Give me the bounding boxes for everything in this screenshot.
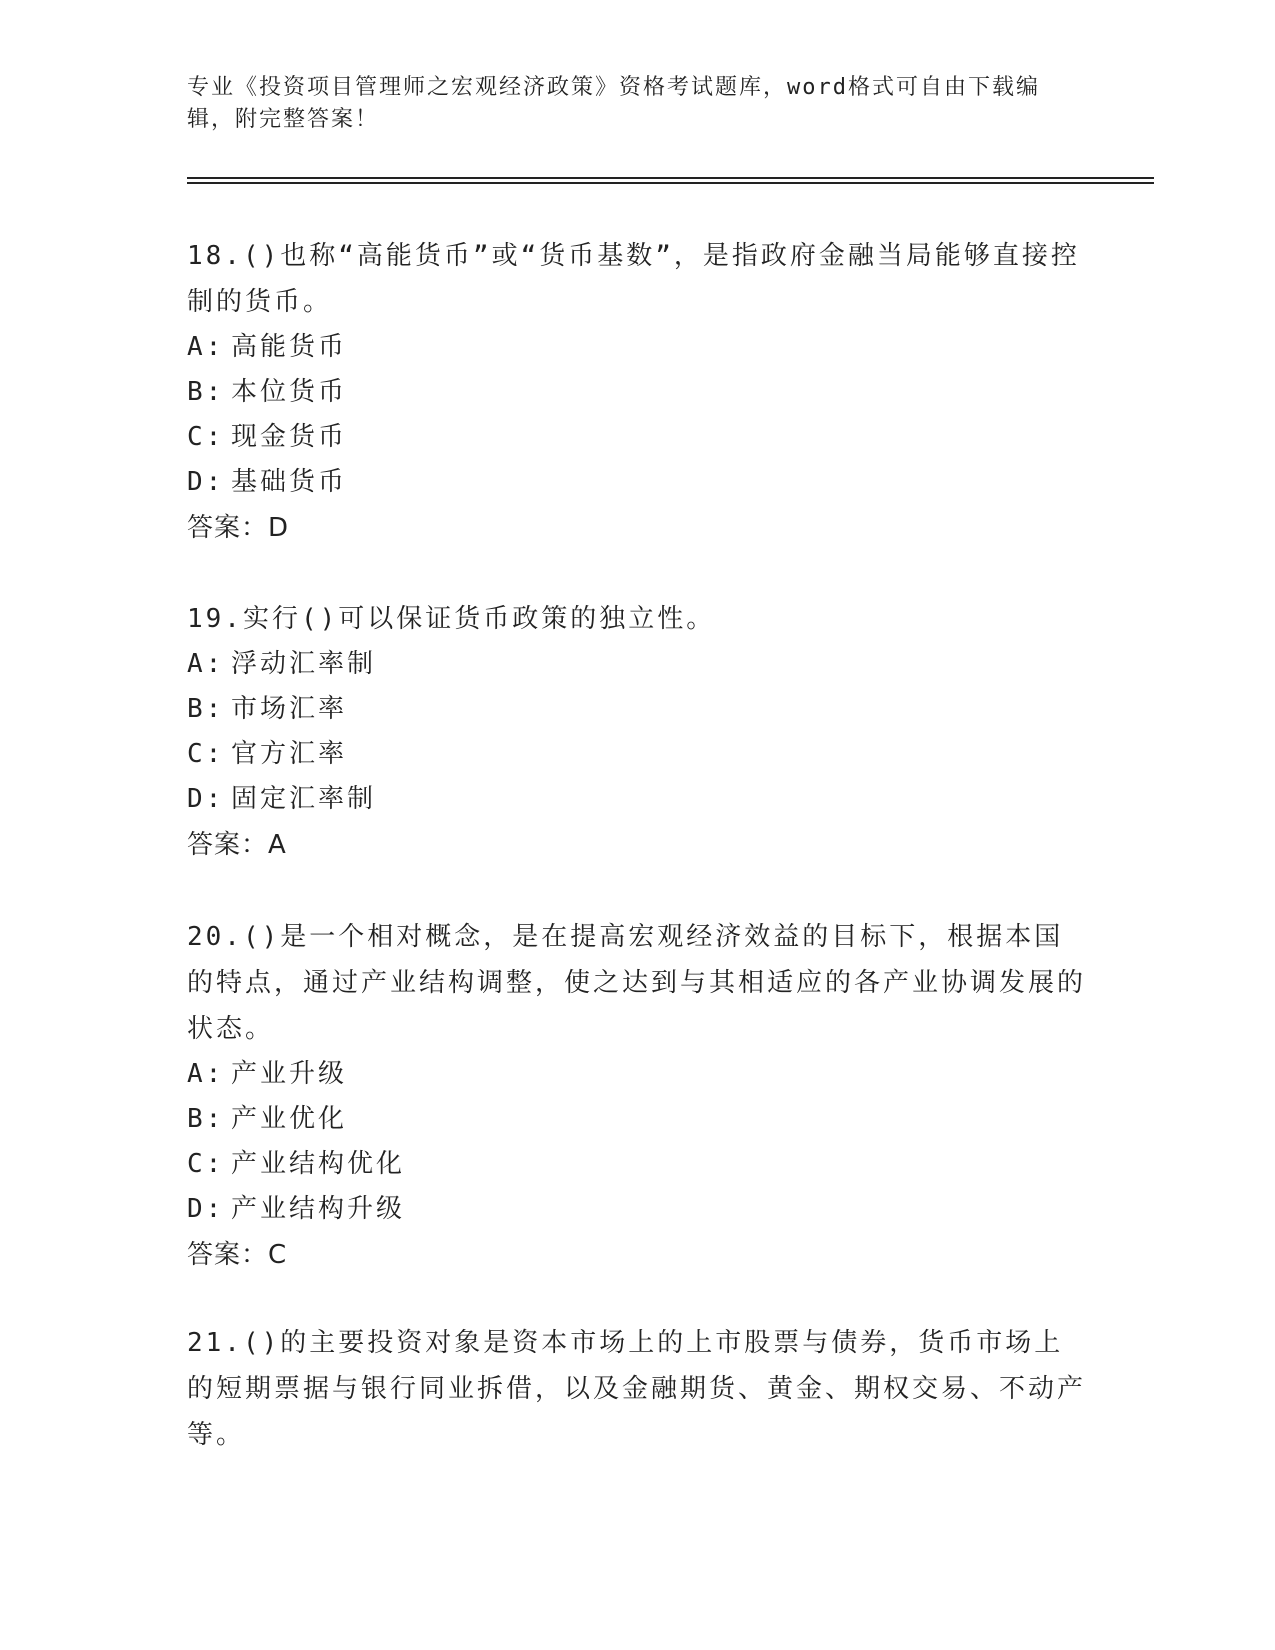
option-key: D:	[187, 467, 225, 497]
option-a	[187, 642, 1087, 687]
option-b	[187, 370, 1087, 415]
option-key: B:	[187, 694, 225, 724]
question-stem: 21.()的主要投资对象是资本市场上的上市股票与债券，货币市场上的短期票据与银行同业拆借，以及金融期货、黄金、期权交易、不动产等。	[187, 1328, 1087, 1450]
option-key: B:	[187, 377, 225, 407]
question-18	[187, 233, 1087, 551]
header-rule-top	[187, 177, 1154, 179]
option-key: B:	[187, 1104, 225, 1134]
option-b	[187, 687, 1087, 732]
option-c	[187, 732, 1087, 777]
option-text: 本位货币	[231, 377, 348, 407]
header-rule-bottom	[187, 182, 1154, 184]
option-a	[187, 325, 1087, 370]
answer-line: 答案：C	[187, 1240, 288, 1270]
option-d	[187, 777, 1087, 822]
option-key: C:	[187, 422, 225, 452]
question-19	[187, 596, 1087, 868]
option-text: 浮动汇率制	[231, 649, 377, 679]
option-text: 产业优化	[231, 1104, 348, 1134]
option-key: C:	[187, 739, 225, 769]
option-key: A:	[187, 649, 225, 679]
question-stem: 19.实行()可以保证货币政策的独立性。	[187, 604, 716, 634]
option-text: 基础货币	[231, 467, 348, 497]
option-text: 产业结构升级	[231, 1194, 406, 1224]
option-text: 产业升级	[231, 1059, 348, 1089]
option-text: 市场汇率	[231, 694, 348, 724]
question-20	[187, 914, 1087, 1278]
option-d	[187, 460, 1087, 505]
answer-line: 答案：A	[187, 830, 287, 860]
document-header: 专业《投资项目管理师之宏观经济政策》资格考试题库，word格式可自由下载编辑，附完整答案！	[187, 75, 1040, 132]
option-text: 固定汇率制	[231, 784, 377, 814]
option-c	[187, 1142, 1087, 1187]
option-text: 现金货币	[231, 422, 348, 452]
option-d	[187, 1187, 1087, 1232]
option-a	[187, 1052, 1087, 1097]
option-c	[187, 415, 1087, 460]
option-key: C:	[187, 1149, 225, 1179]
answer-line: 答案：D	[187, 513, 290, 543]
question-stem: 18.()也称“高能货币”或“货币基数”，是指政府金融当局能够直接控制的货币。	[187, 241, 1080, 317]
option-text: 官方汇率	[231, 739, 348, 769]
option-text: 产业结构优化	[231, 1149, 406, 1179]
option-b	[187, 1097, 1087, 1142]
question-21	[187, 1320, 1087, 1458]
question-stem: 20.()是一个相对概念，是在提高宏观经济效益的目标下，根据本国的特点，通过产业结构调整，使之达到与其相适应的各产业协调发展的状态。	[187, 922, 1087, 1044]
option-text: 高能货币	[231, 332, 348, 362]
option-key: D:	[187, 1194, 225, 1224]
option-key: A:	[187, 332, 225, 362]
option-key: D:	[187, 784, 225, 814]
option-key: A:	[187, 1059, 225, 1089]
